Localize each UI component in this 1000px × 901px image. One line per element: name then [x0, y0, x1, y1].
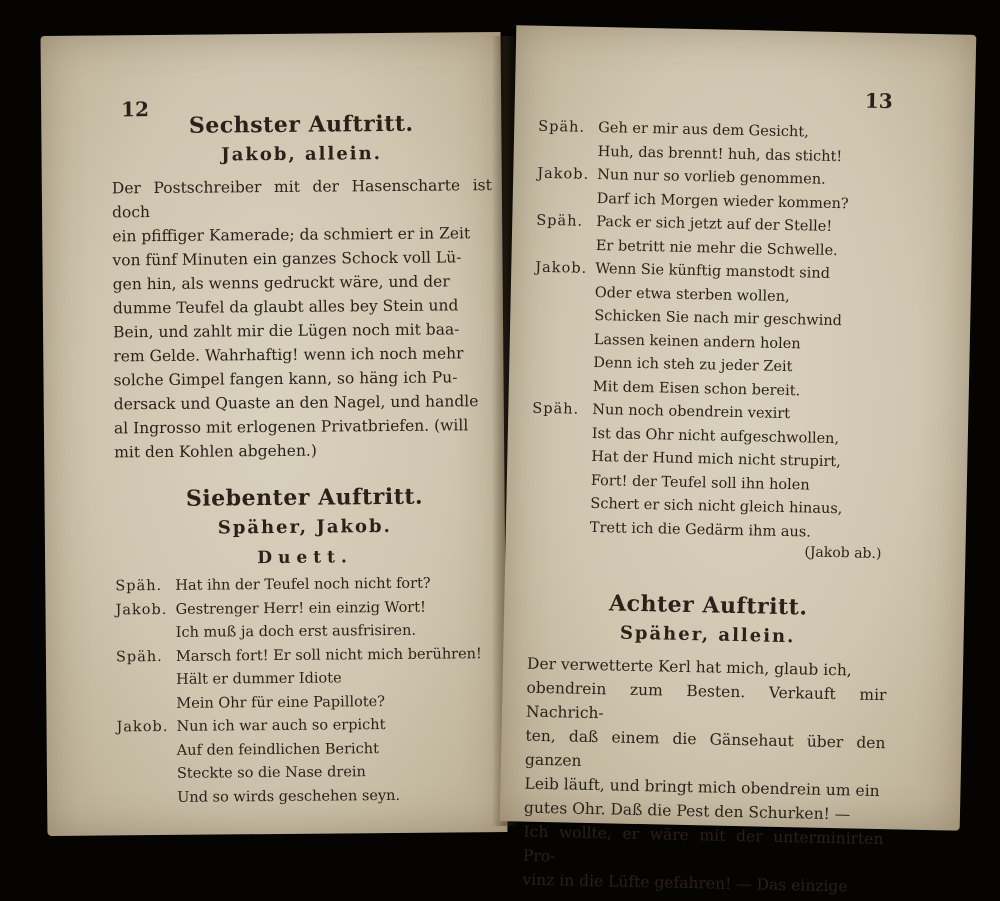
dialogue-line [116, 713, 496, 740]
dialogue-text: Und so wirds geschehen seyn. [177, 787, 401, 806]
duet-dialogue-continued [530, 116, 899, 546]
dialogue-text: Auf den feindlichen Bericht [176, 740, 379, 759]
dialogue-text: Trett ich die Gedärm ihm aus. [589, 519, 812, 541]
speaker-label: Jakob. [537, 165, 590, 183]
dialogue-line [115, 596, 495, 623]
text-line: Der Postschreiber mit der Hasenscharte ist doch [111, 176, 492, 222]
dialogue-line [117, 784, 497, 811]
scene-6-monologue [112, 173, 494, 464]
text-line: ten, daß einem die Gänsehaut über den ganzen [524, 726, 886, 770]
text-line: dumme Teufel da glaubt alles bey Stein und [112, 296, 459, 318]
right-page [500, 25, 977, 896]
speaker-label: Jakob. [116, 718, 169, 736]
dialogue-text: Fort! der Teufel soll ihn holen [590, 472, 810, 494]
dialogue-text: Ist das Ohr nicht aufgeschwollen, [591, 425, 840, 447]
dialogue-text: Schert er sich nicht gleich hinaus, [590, 495, 843, 518]
speaker-label: Späh. [536, 212, 584, 230]
stage-direction-exit: (Jakob ab.) [804, 544, 882, 563]
dialogue-line [116, 619, 496, 646]
text-line: von fünf Minuten ein ganzes Schock voll Lü- [112, 248, 462, 270]
dialogue-text: Nun noch obendrein vexirt [592, 401, 791, 423]
text-line: Leib läuft, und bringt mich obendrein um ein [524, 774, 880, 801]
dialogue-text: Nun ich war auch so erpicht [176, 717, 386, 735]
text-line: rem Gelde. Wahrhaftig! wenn ich noch mehr [113, 344, 464, 366]
dialogue-text: Gestrenger Herr! ein einzig Wort! [175, 599, 426, 618]
dialogue-text: Er betritt nie mehr die Schwelle. [595, 237, 838, 259]
speaker-label: Späh. [538, 118, 586, 136]
dialogue-text: Mein Ohr für eine Papillote? [176, 693, 386, 712]
page-number-left: 12 [121, 97, 150, 122]
scene-6-heading: Sechster Auftritt. [188, 110, 414, 139]
dialogue-text: Darf ich Morgen wieder kommen? [596, 190, 849, 212]
text-line: vinz in die Lüfte gefahren! — Das einzige [522, 870, 848, 896]
left-page [41, 32, 508, 836]
dialogue-text: Wenn Sie künftig manstodt sind [595, 260, 831, 282]
text-line: ein pfiffiger Kamerade; da schmiert er in Zeit [112, 224, 471, 246]
dialogue-line [115, 572, 495, 599]
speaker-label: Jakob. [115, 601, 168, 618]
right-page-content [522, 116, 898, 899]
duet-dialogue [115, 572, 497, 810]
dialogue-text: Schicken Sie nach mir geschwind [594, 307, 843, 330]
scene-8-monologue [522, 652, 887, 899]
page-number-right: 13 [864, 88, 893, 114]
scene-7-heading: Siebenter Auftritt. [185, 483, 424, 512]
speaker-label: Jakob. [535, 259, 588, 277]
dialogue-line [116, 690, 496, 717]
left-page-content [111, 92, 497, 810]
dialogue-text: Mit dem Eisen schon bereit. [592, 378, 801, 399]
dialogue-text: Huh, das brennt! huh, das sticht! [597, 143, 843, 165]
scene-8-heading: Achter Auftritt. [608, 590, 808, 621]
scene-7-characters: Späher, Jakob. [217, 515, 392, 539]
dialogue-text: Geh er mir aus dem Gesicht, [598, 120, 809, 141]
text-line: solche Gimpel fangen kann, so häng ich Pu- [113, 368, 458, 390]
dialogue-text: Hält er dummer Idiote [176, 670, 342, 688]
scene-8-characters: Späher, allein. [619, 622, 796, 648]
text-line: gutes Ohr. Daß die Pest den Schurken! — [523, 798, 851, 824]
dialogue-text: Hat der Hund mich nicht strupirt, [591, 448, 841, 471]
dialogue-text: Lassen keinen andern holen [593, 331, 801, 352]
speaker-label: Späh. [115, 648, 163, 665]
scene-6-characters: Jakob, allein. [221, 143, 383, 166]
text-line: al Ingrosso mit erlogenen Privatbriefen. (will [113, 416, 469, 438]
dialogue-text: Steckte so die Nase drein [176, 764, 366, 782]
dialogue-line [117, 737, 497, 764]
text-line: Bein, und zahlt mir die Lügen noch mit baa- [113, 320, 460, 342]
speaker-label: Späh. [115, 577, 163, 595]
dialogue-line [116, 643, 496, 670]
text-line: mit den Kohlen abgehen.) [114, 441, 317, 462]
dialogue-text: Hat ihn der Teufel noch nicht fort? [175, 575, 431, 594]
dialogue-text: Pack er sich jetzt auf der Stelle! [596, 213, 833, 235]
text-line: dersack und Quaste an den Nagel, und handle [113, 392, 479, 414]
text-line: gen hin, als wenns gedruckt wäre, und der [112, 272, 450, 294]
text-line: Der verwetterte Kerl hat mich, glaub ich, [526, 654, 852, 680]
dialogue-text: Marsch fort! Er soll nicht mich berühren! [175, 645, 482, 665]
text-line: obendrein zum Besten. Verkauft mir Nachrich- [525, 678, 887, 723]
dialogue-text: Ich muß ja doch erst ausfrisiren. [175, 622, 417, 641]
dialogue-line [116, 666, 496, 693]
dialogue-text: Nun nur so vorlieb genommen. [597, 166, 826, 188]
dialogue-text: Oder etwa sterben wollen, [594, 284, 790, 305]
dialogue-text: Denn ich steh zu jeder Zeit [593, 354, 793, 376]
text-line: Ich wollte, er wäre mit der unterminirten Pro- [522, 822, 884, 866]
speaker-label: Späh. [532, 400, 580, 418]
duet-label: Duett. [257, 547, 353, 569]
dialogue-line [117, 760, 497, 787]
